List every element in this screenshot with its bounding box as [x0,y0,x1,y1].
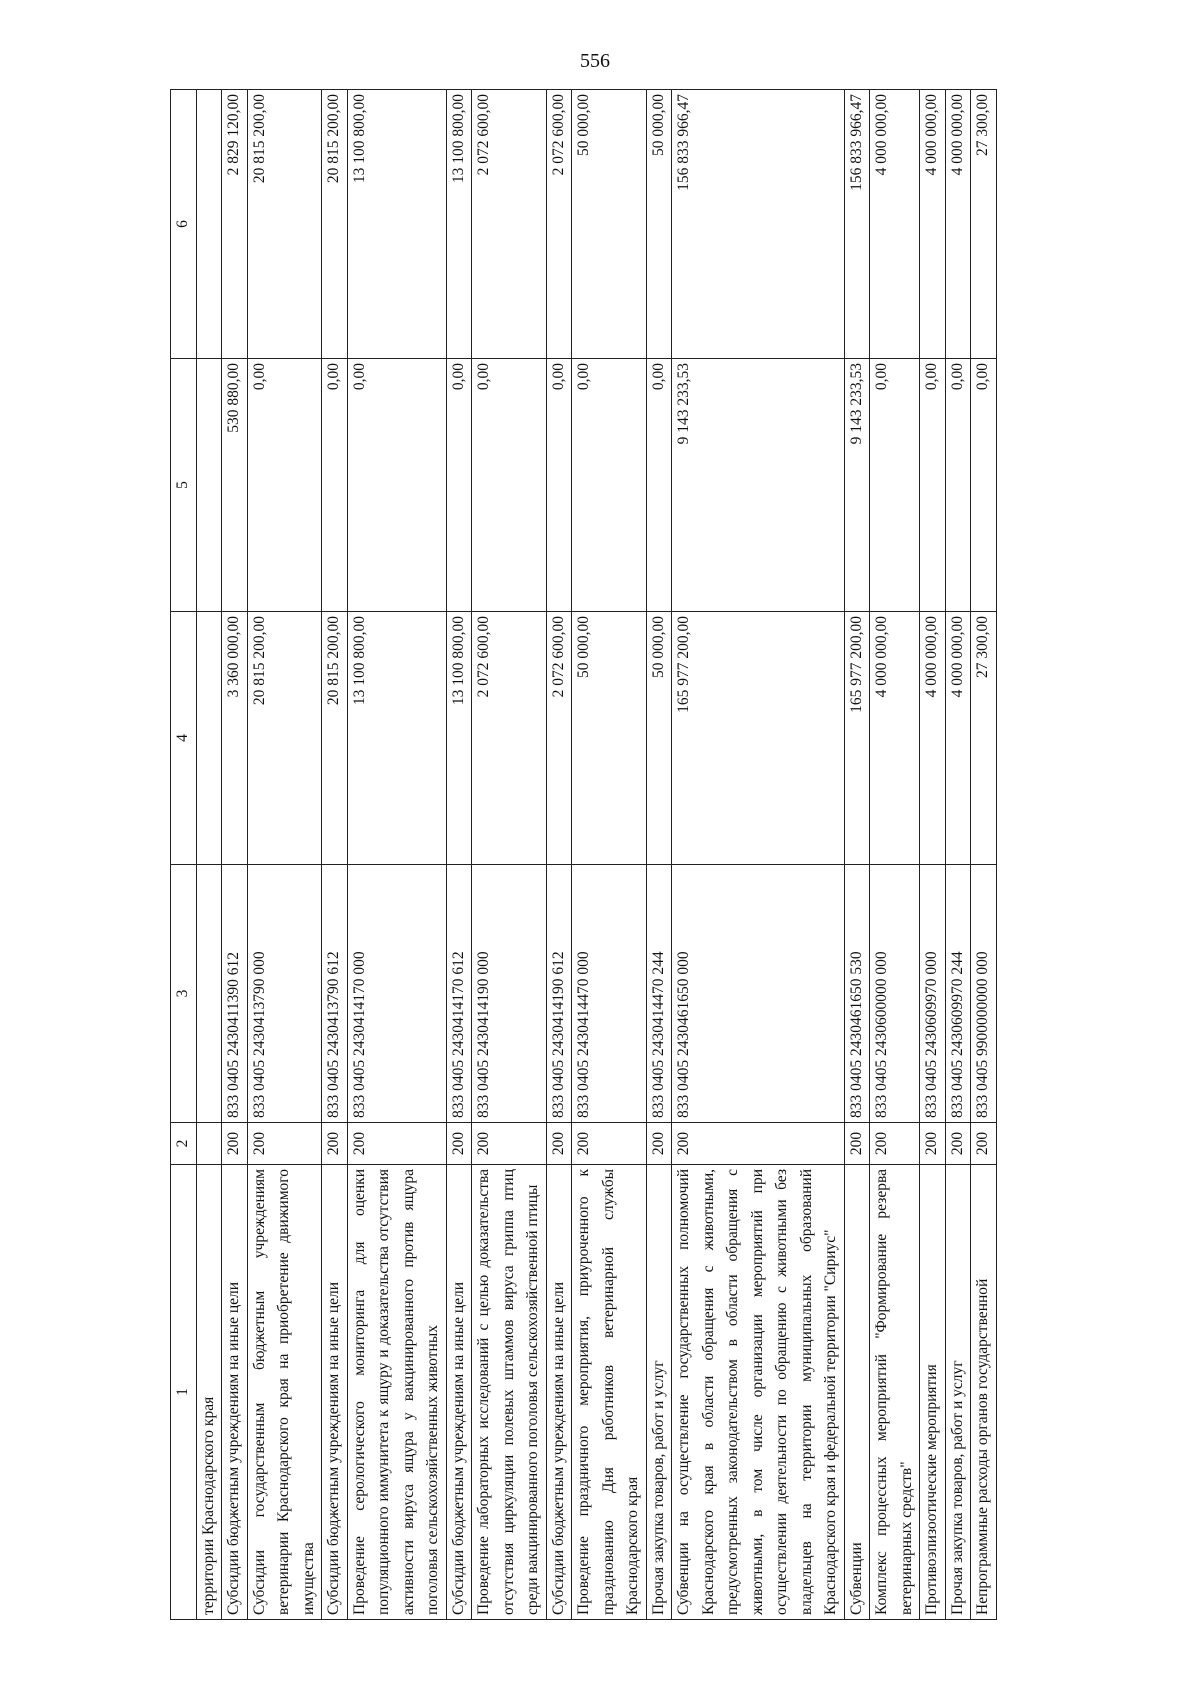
cell-col4: 50 000,00 [646,612,672,865]
table-row [472,90,547,1620]
cell-code: 200 [472,1123,547,1165]
cell-col6: 20 815 200,00 [322,90,348,359]
cell-col6: 2 829 120,00 [222,90,248,359]
cell-col4: 2 072 600,00 [546,612,572,865]
cell-code: 200 [446,1123,472,1165]
header-row [171,90,197,1620]
cell-code: 200 [247,1123,322,1165]
table-row [247,90,322,1620]
cell-col5: 530 880,00 [222,359,248,612]
cell-col6: 4 000 000,00 [870,90,920,359]
cell-code: 200 [844,1123,870,1165]
cell-col5: 9 143 233,53 [844,359,870,612]
table-row [844,90,870,1620]
header-col-5: 5 [171,359,197,612]
cell-kbk: 833 0405 9900000000 000 [971,865,997,1123]
table-row [322,90,348,1620]
table-row [920,90,946,1620]
cell-col4: 4 000 000,00 [920,612,946,865]
table-row [546,90,572,1620]
cell-col5: 0,00 [945,359,971,612]
table-row [196,90,222,1620]
cell-col5: 0,00 [247,359,322,612]
cell-col5: 9 143 233,53 [672,359,845,612]
cell-col6: 4 000 000,00 [920,90,946,359]
cell-col6: 13 100 800,00 [347,90,446,359]
cell-name: Непрограммные расходы органов государственной [971,1165,997,1620]
cell-name: Субвенции [844,1165,870,1620]
header-col-2: 2 [171,1123,197,1165]
table-row [347,90,446,1620]
cell-col6: 4 000 000,00 [945,90,971,359]
cell-col4: 165 977 200,00 [844,612,870,865]
cell-name: Прочая закупка товаров, работ и услуг [945,1165,971,1620]
cell-name: Субсидии бюджетным учреждениям на иные цели [222,1165,248,1620]
cell-kbk: 833 0405 2430600000 000 [870,865,920,1123]
cell-col4: 50 000,00 [572,612,647,865]
cell-col6: 50 000,00 [646,90,672,359]
cell-name: Комплекс процессных мероприятий "Формирование резерва ветеринарных средств" [870,1165,920,1620]
header-col-4: 4 [171,612,197,865]
cell-col4: 20 815 200,00 [322,612,348,865]
cell-code: 200 [945,1123,971,1165]
cell-col4: 4 000 000,00 [870,612,920,865]
table-row [222,90,248,1620]
table-row [646,90,672,1620]
cell-col4: 20 815 200,00 [247,612,322,865]
table-row [672,90,845,1620]
cell-name: территории Краснодарского края [196,1165,222,1620]
cell-code: 200 [971,1123,997,1165]
cell-kbk: 833 0405 2430414170 000 [347,865,446,1123]
table-row [945,90,971,1620]
header-col-3: 3 [171,865,197,1123]
cell-name: Субсидии бюджетным учреждениям на иные цели [322,1165,348,1620]
cell-name: Проведение лабораторных исследований с целью доказательства отсутствия циркуляции полевых штаммов вируса гриппа птиц среди вакцинированного поголовья сельскохозяйственной птицы [472,1165,547,1620]
cell-col4 [196,612,222,865]
table-row [870,90,920,1620]
cell-kbk: 833 0405 2430609970 244 [945,865,971,1123]
cell-col6: 50 000,00 [572,90,647,359]
cell-col5: 0,00 [572,359,647,612]
cell-col6: 2 072 600,00 [546,90,572,359]
cell-code: 200 [870,1123,920,1165]
cell-col4: 27 300,00 [971,612,997,865]
cell-col5: 0,00 [446,359,472,612]
cell-col5: 0,00 [646,359,672,612]
cell-name: Субсидии государственным бюджетным учреждениям ветеринарии Краснодарского края на приобретение движимого имущества [247,1165,322,1620]
cell-code: 200 [222,1123,248,1165]
cell-kbk: 833 0405 2430414470 244 [646,865,672,1123]
cell-kbk: 833 0405 2430414170 612 [446,865,472,1123]
cell-kbk [196,865,222,1123]
budget-table [170,89,997,1620]
table-row [446,90,472,1620]
cell-kbk: 833 0405 2430461650 000 [672,865,845,1123]
cell-col6: 13 100 800,00 [446,90,472,359]
cell-col5: 0,00 [472,359,547,612]
cell-code: 200 [572,1123,647,1165]
cell-col6: 156 833 966,47 [672,90,845,359]
table-header [171,90,197,1620]
cell-col4: 13 100 800,00 [347,612,446,865]
cell-col4: 13 100 800,00 [446,612,472,865]
cell-name: Субсидии бюджетным учреждениям на иные цели [546,1165,572,1620]
cell-col5: 0,00 [322,359,348,612]
cell-code: 200 [546,1123,572,1165]
cell-col5: 0,00 [971,359,997,612]
cell-col5: 0,00 [347,359,446,612]
cell-col5: 0,00 [870,359,920,612]
page-number: 556 [580,50,610,72]
cell-col6: 27 300,00 [971,90,997,359]
cell-code: 200 [646,1123,672,1165]
cell-code: 200 [672,1123,845,1165]
cell-name: Прочая закупка товаров, работ и услуг [646,1165,672,1620]
cell-col4: 3 360 000,00 [222,612,248,865]
cell-code: 200 [322,1123,348,1165]
cell-name: Субсидии бюджетным учреждениям на иные цели [446,1165,472,1620]
cell-kbk: 833 0405 2430461650 530 [844,865,870,1123]
cell-kbk: 833 0405 2430609970 000 [920,865,946,1123]
cell-name: Проведение серологического мониторинга для оценки популяционного иммунитета к ящуру и доказательства отсутствия активности вируса ящура у вакцинированного против ящура поголовья сельскохозяйственных животных [347,1165,446,1620]
cell-kbk: 833 0405 2430411390 612 [222,865,248,1123]
cell-code: 200 [347,1123,446,1165]
cell-kbk: 833 0405 2430414190 000 [472,865,547,1123]
cell-col6 [196,90,222,359]
cell-kbk: 833 0405 2430414190 612 [546,865,572,1123]
cell-col5: 0,00 [546,359,572,612]
cell-kbk: 833 0405 2430413790 000 [247,865,322,1123]
cell-col4: 4 000 000,00 [945,612,971,865]
table-row [971,90,997,1620]
table-body [196,90,996,1620]
cell-code [196,1123,222,1165]
header-col-6: 6 [171,90,197,359]
header-col-1: 1 [171,1165,197,1620]
cell-kbk: 833 0405 2430414470 000 [572,865,647,1123]
rotated-table-container [170,90,1170,1620]
cell-col5: 0,00 [920,359,946,612]
table-row [572,90,647,1620]
cell-col6: 20 815 200,00 [247,90,322,359]
cell-name: Противоэпизоотические мероприятия [920,1165,946,1620]
cell-name: Субвенции на осуществление государственных полномочий Краснодарского края в области обращения с животными, предусмотренных законодательством в области обращения с животными, в том числе организации мероприятий при осуществлении деятельности по обращению с животными без владельцев на территории муниципальных образований Краснодарского края и федеральной территории "Сириус" [672,1165,845,1620]
cell-col4: 165 977 200,00 [672,612,845,865]
cell-col6: 2 072 600,00 [472,90,547,359]
cell-kbk: 833 0405 2430413790 612 [322,865,348,1123]
cell-col5 [196,359,222,612]
cell-code: 200 [920,1123,946,1165]
cell-col4: 2 072 600,00 [472,612,547,865]
cell-name: Проведение праздничного мероприятия, приуроченного к празднованию Дня работников ветеринарной службы Краснодарского края [572,1165,647,1620]
cell-col6: 156 833 966,47 [844,90,870,359]
